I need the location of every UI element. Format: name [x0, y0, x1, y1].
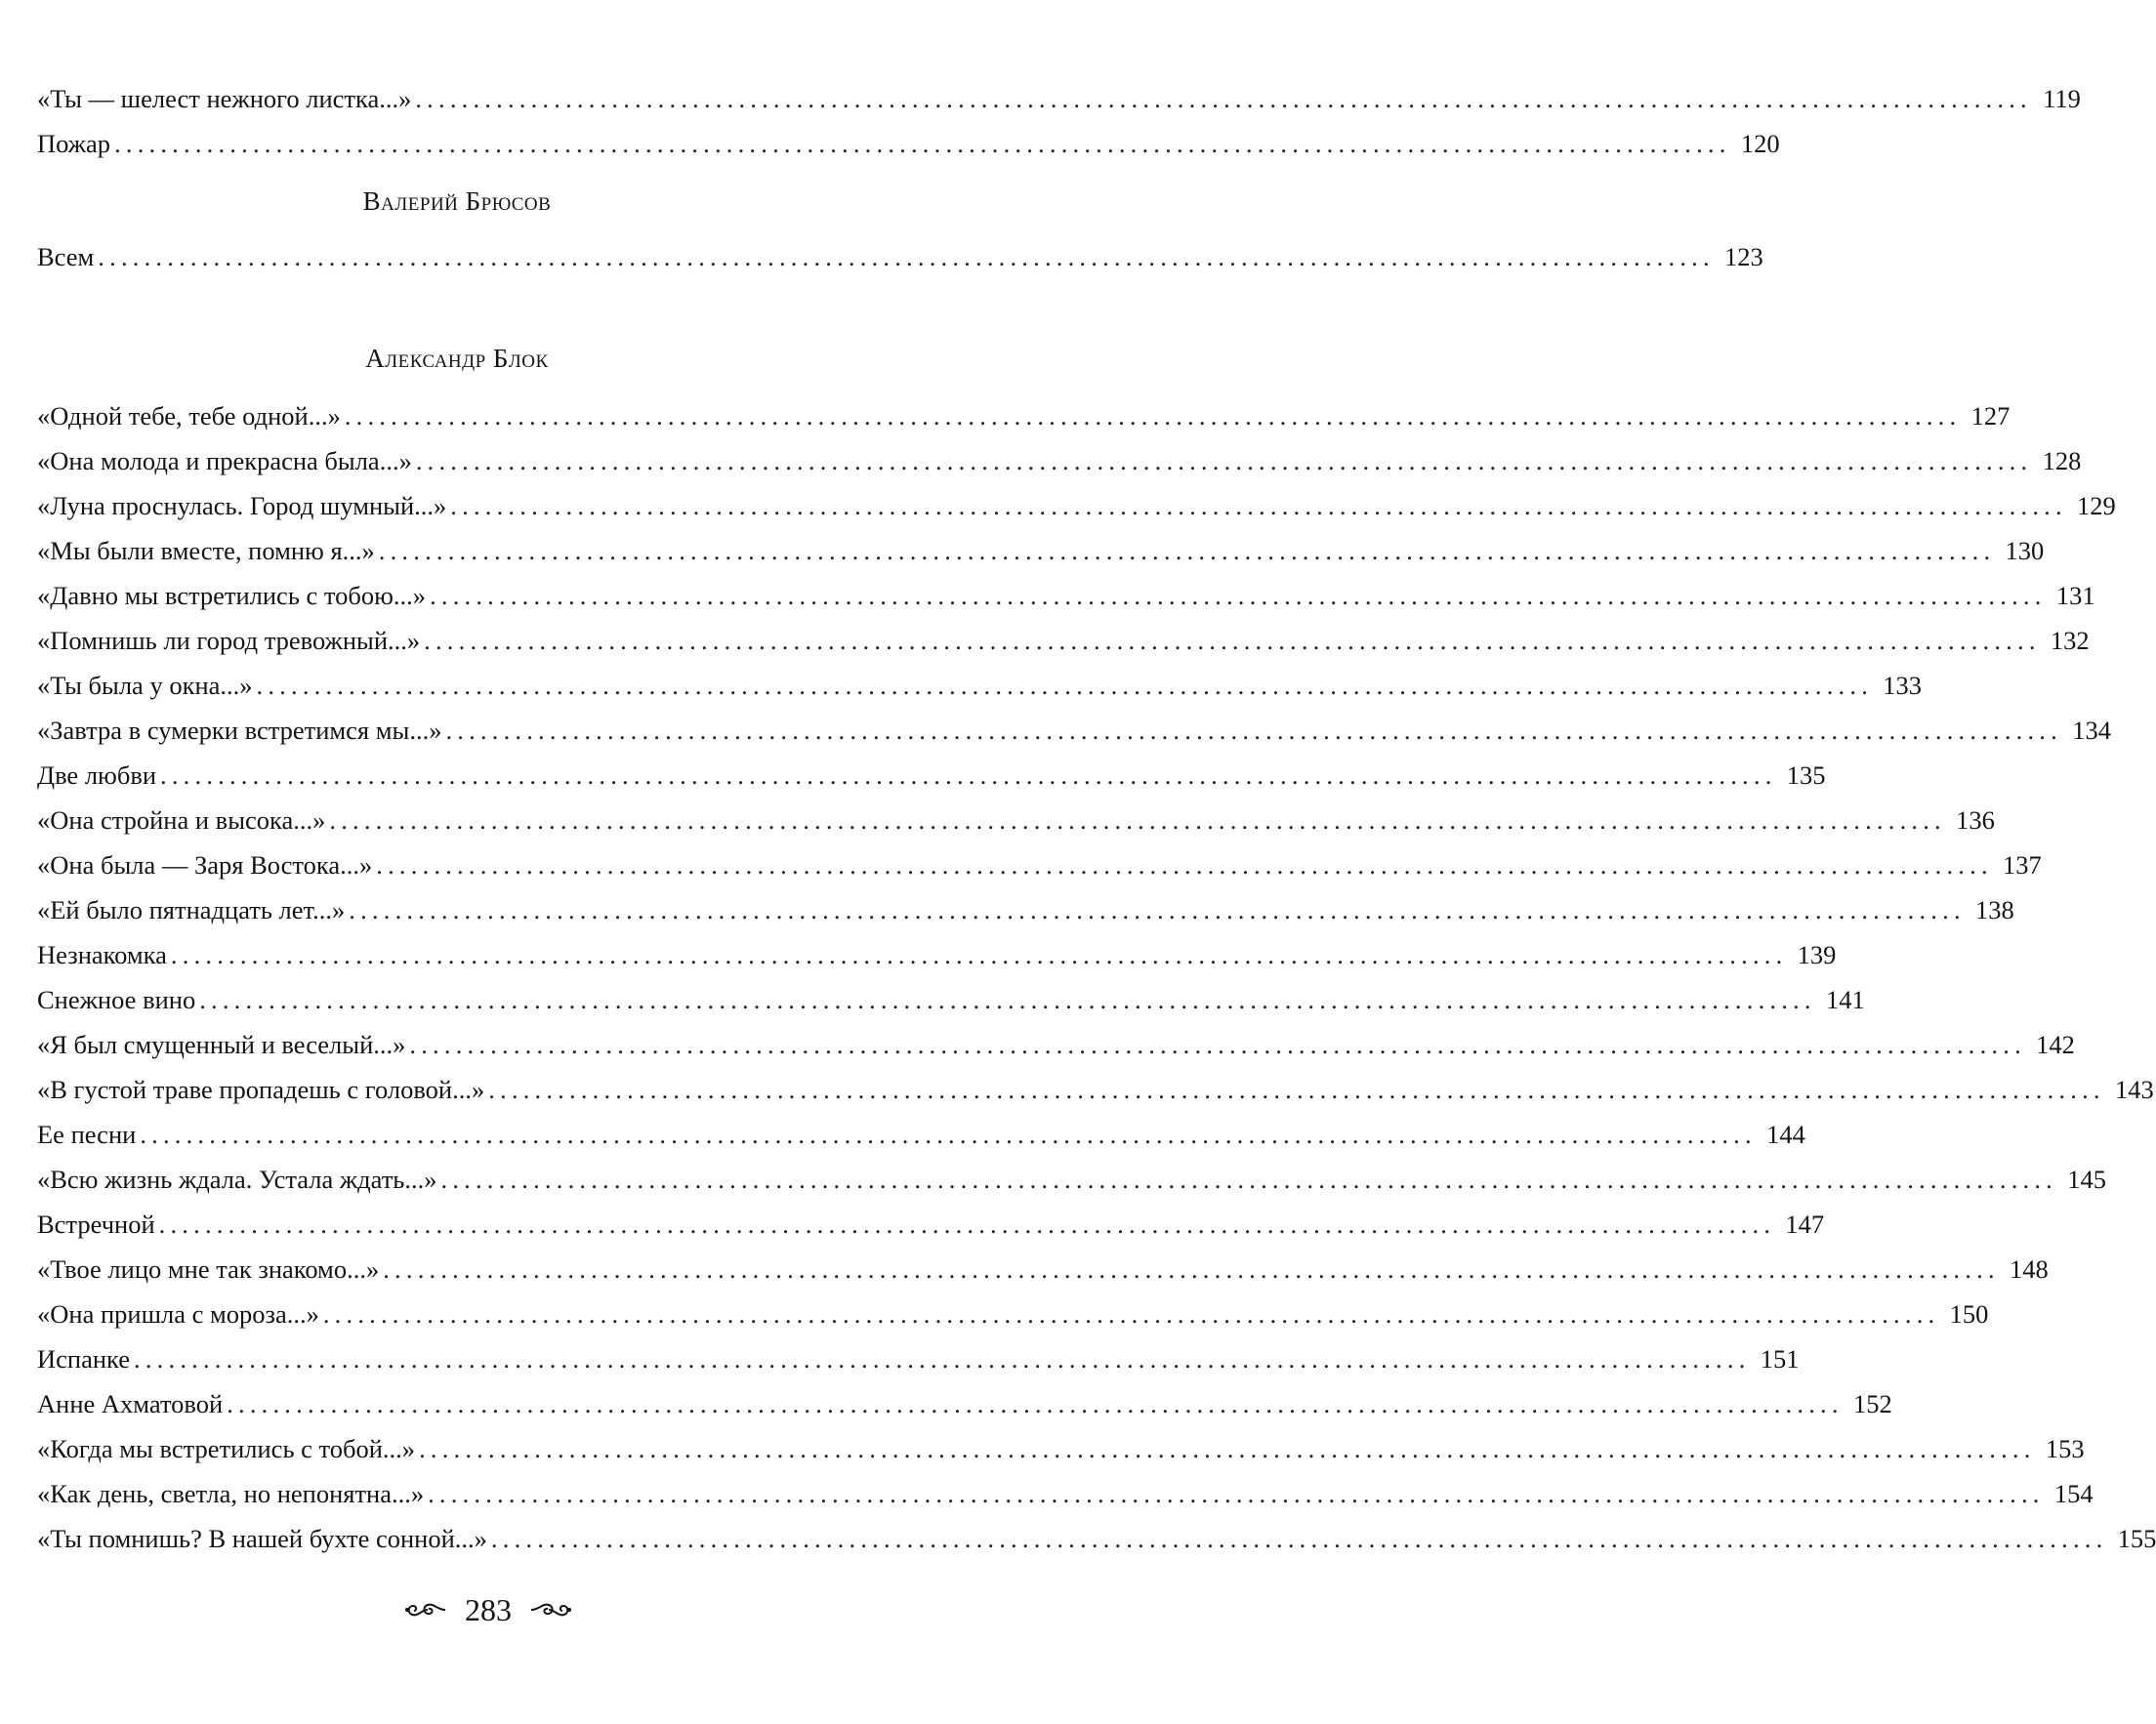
dot-leader: ............................................................................................................................................ — [322, 1299, 1940, 1329]
toc-entry-page: 131 — [2055, 581, 2095, 610]
toc-entry-page: 123 — [1724, 242, 1763, 271]
page-folio — [0, 1581, 976, 1630]
toc-entry-page: 129 — [2077, 491, 2116, 520]
toc-entry-title: «Ей было пятнадцать лет...» — [37, 895, 346, 924]
dot-leader: ............................................................................................................................................ — [158, 1210, 1776, 1239]
toc-entry-title: Незнакомка — [37, 940, 167, 969]
dot-leader: ............................................................................................................................................ — [199, 985, 1816, 1014]
toc-entry — [37, 393, 2011, 438]
toc-entry-page: 120 — [1740, 129, 1780, 158]
toc-entry-title: «Одной тебе, тебе одной...» — [37, 401, 341, 431]
toc-entry — [37, 76, 2081, 121]
toc-entry-title: «Я был смущенный и веселый...» — [37, 1030, 406, 1059]
toc-entry-page: 138 — [1975, 895, 2014, 924]
dot-leader: ............................................................................................................................................ — [227, 1389, 1844, 1418]
toc-entry-title: Всем — [37, 242, 95, 271]
dot-leader: ............................................................................................................................................ — [488, 1075, 2105, 1104]
dot-leader: ............................................................................................................................................ — [134, 1344, 1751, 1374]
dot-leader: ............................................................................................................................................ — [415, 84, 2032, 113]
toc-entry — [37, 708, 2111, 753]
toc-section-continued — [37, 76, 2081, 166]
toc-entry-page: 148 — [2009, 1254, 2049, 1284]
toc-entry-title: «Завтра в сумерки встретимся мы...» — [37, 716, 442, 745]
toc-entry-title: «Она пришла с мороза...» — [37, 1299, 319, 1329]
toc-entry-page: 132 — [2050, 626, 2090, 655]
toc-entry-page: 133 — [1883, 671, 1923, 700]
toc-entry-title: «Ты помнишь? В нашей бухте сонной...» — [37, 1524, 487, 1553]
dot-leader: ............................................................................................................................................ — [419, 1434, 2036, 1463]
toc-entry-page: 143 — [2114, 1075, 2154, 1104]
toc-entry-title: Снежное вино — [37, 985, 196, 1014]
toc-entry-page: 144 — [1766, 1120, 1805, 1149]
dot-leader: ............................................................................................................................................ — [160, 760, 1777, 790]
toc-entry-page: 147 — [1785, 1210, 1825, 1239]
toc-entry-page: 134 — [2072, 716, 2111, 745]
dot-leader: ............................................................................................................................................ — [445, 716, 2062, 745]
dot-leader: ............................................................................................................................................ — [170, 940, 1788, 969]
toc-section-blok — [37, 393, 2156, 1561]
toc-entry — [37, 887, 2014, 932]
dot-leader: ............................................................................................................................................ — [114, 129, 1731, 158]
toc-entry — [37, 1157, 2106, 1202]
dot-leader: ............................................................................................................................................ — [440, 1165, 2057, 1194]
toc-entry-title: «Помнишь ли город тревожный...» — [37, 626, 421, 655]
dot-leader: ............................................................................................................................................ — [409, 1030, 2026, 1059]
floral-flourish-icon — [529, 1597, 572, 1622]
toc-entry — [37, 1202, 1825, 1247]
toc-entry-page: 127 — [1970, 401, 2011, 431]
toc-entry — [37, 1381, 1892, 1426]
toc-entry-page: 130 — [2005, 536, 2045, 565]
toc-entry-title: «Давно мы встретились с тобою...» — [37, 581, 427, 610]
toc-entry-title: Встречной — [37, 1210, 155, 1239]
toc-entry-page: 136 — [1956, 805, 1995, 835]
floral-flourish-icon — [404, 1597, 447, 1622]
dot-leader: ............................................................................................................................................ — [349, 895, 1966, 924]
toc-entry-page: 142 — [2036, 1030, 2075, 1059]
toc-entry — [37, 1067, 2154, 1112]
toc-entry-title: «Она молода и прекрасна была...» — [37, 446, 412, 475]
toc-entry — [37, 1022, 2075, 1067]
toc-entry-title: «В густой траве пропадешь с головой...» — [37, 1075, 485, 1104]
dot-leader: ............................................................................................................................................ — [98, 242, 1715, 271]
toc-entry-page: 153 — [2045, 1434, 2085, 1463]
author-heading-blok: Александр Блок — [365, 344, 549, 373]
toc-entry — [37, 1516, 2156, 1561]
toc-entry — [37, 234, 1763, 279]
dot-leader: ............................................................................................................................................ — [415, 446, 2033, 475]
toc-entry-title: «Она стройна и высока...» — [37, 805, 326, 835]
toc-entry — [37, 932, 1837, 977]
toc-entry-page: 145 — [2067, 1165, 2106, 1194]
toc-entry-page: 154 — [2053, 1479, 2094, 1508]
toc-entry-title: «Как день, светла, но непонятна...» — [37, 1479, 425, 1508]
toc-entry-title: Испанке — [37, 1344, 131, 1374]
toc-entry — [37, 528, 2045, 573]
toc-entry-page: 150 — [1949, 1299, 1989, 1329]
toc-entry-title: «Твое лицо мне так знакомо...» — [37, 1254, 380, 1284]
dot-leader: ............................................................................................................................................ — [383, 1254, 2000, 1284]
toc-entry — [37, 438, 2082, 483]
toc-entry-title: Две любви — [37, 760, 157, 790]
toc-entry-page: 128 — [2042, 446, 2082, 475]
toc-entry-title: «Она была — Заря Востока...» — [37, 850, 373, 880]
toc-entry — [37, 753, 1826, 798]
toc-section-bryusov — [37, 234, 1763, 279]
toc-entry-title: «Когда мы встретились с тобой...» — [37, 1434, 416, 1463]
toc-entry-page: 137 — [2003, 850, 2042, 880]
toc-entry-title: «Луна проснулась. Город шумный...» — [37, 491, 447, 520]
toc-entry — [37, 1471, 2094, 1516]
dot-leader: ............................................................................................................................................ — [430, 581, 2047, 610]
toc-entry-title: Ее песни — [37, 1120, 137, 1149]
toc-entry-page: 135 — [1786, 760, 1826, 790]
dot-leader: ............................................................................................................................................ — [490, 1524, 2108, 1553]
toc-entry — [37, 1426, 2085, 1471]
toc-entry-title: «Ты — шелест нежного листка...» — [37, 84, 412, 113]
dot-leader: ............................................................................................................................................ — [450, 491, 2067, 520]
dot-leader: ............................................................................................................................................ — [424, 626, 2041, 655]
dot-leader: ............................................................................................................................................ — [256, 671, 1874, 700]
toc-entry-title: «Мы были вместе, помню я...» — [37, 536, 375, 565]
toc-entry-page: 151 — [1760, 1344, 1800, 1374]
dot-leader: ............................................................................................................................................ — [376, 850, 1993, 880]
toc-entry — [37, 977, 1865, 1022]
toc-entry — [37, 121, 1780, 166]
toc-entry — [37, 618, 2090, 663]
toc-entry — [37, 1247, 2049, 1292]
toc-entry-page: 139 — [1797, 940, 1837, 969]
toc-entry-title: «Всю жизнь ждала. Устала ждать...» — [37, 1165, 437, 1194]
toc-entry — [37, 1112, 1805, 1157]
toc-entry — [37, 663, 1923, 708]
toc-entry — [37, 573, 2095, 618]
dot-leader: ............................................................................................................................................ — [428, 1479, 2045, 1508]
toc-entry-page: 155 — [2117, 1524, 2156, 1553]
toc-entry — [37, 483, 2116, 528]
dot-leader: ............................................................................................................................................ — [378, 536, 1996, 565]
toc-entry — [37, 1292, 1989, 1336]
toc-entry — [37, 1336, 1800, 1381]
toc-entry-title: «Ты была у окна...» — [37, 671, 253, 700]
dot-leader: ............................................................................................................................................ — [329, 805, 1946, 835]
toc-entry-page: 141 — [1825, 985, 1865, 1014]
page-number: 283 — [465, 1591, 512, 1627]
toc-entry-page: 119 — [2043, 84, 2081, 113]
toc-entry — [37, 798, 1995, 842]
dot-leader: ............................................................................................................................................ — [140, 1120, 1757, 1149]
dot-leader: ............................................................................................................................................ — [344, 401, 1962, 431]
toc-entry-title: Анне Ахматовой — [37, 1389, 224, 1418]
toc-entry-page: 152 — [1852, 1389, 1892, 1418]
toc-entry — [37, 842, 2042, 887]
author-heading-bryusov: Валерий Брюсов — [362, 186, 552, 216]
toc-entry-title: Пожар — [37, 129, 111, 158]
